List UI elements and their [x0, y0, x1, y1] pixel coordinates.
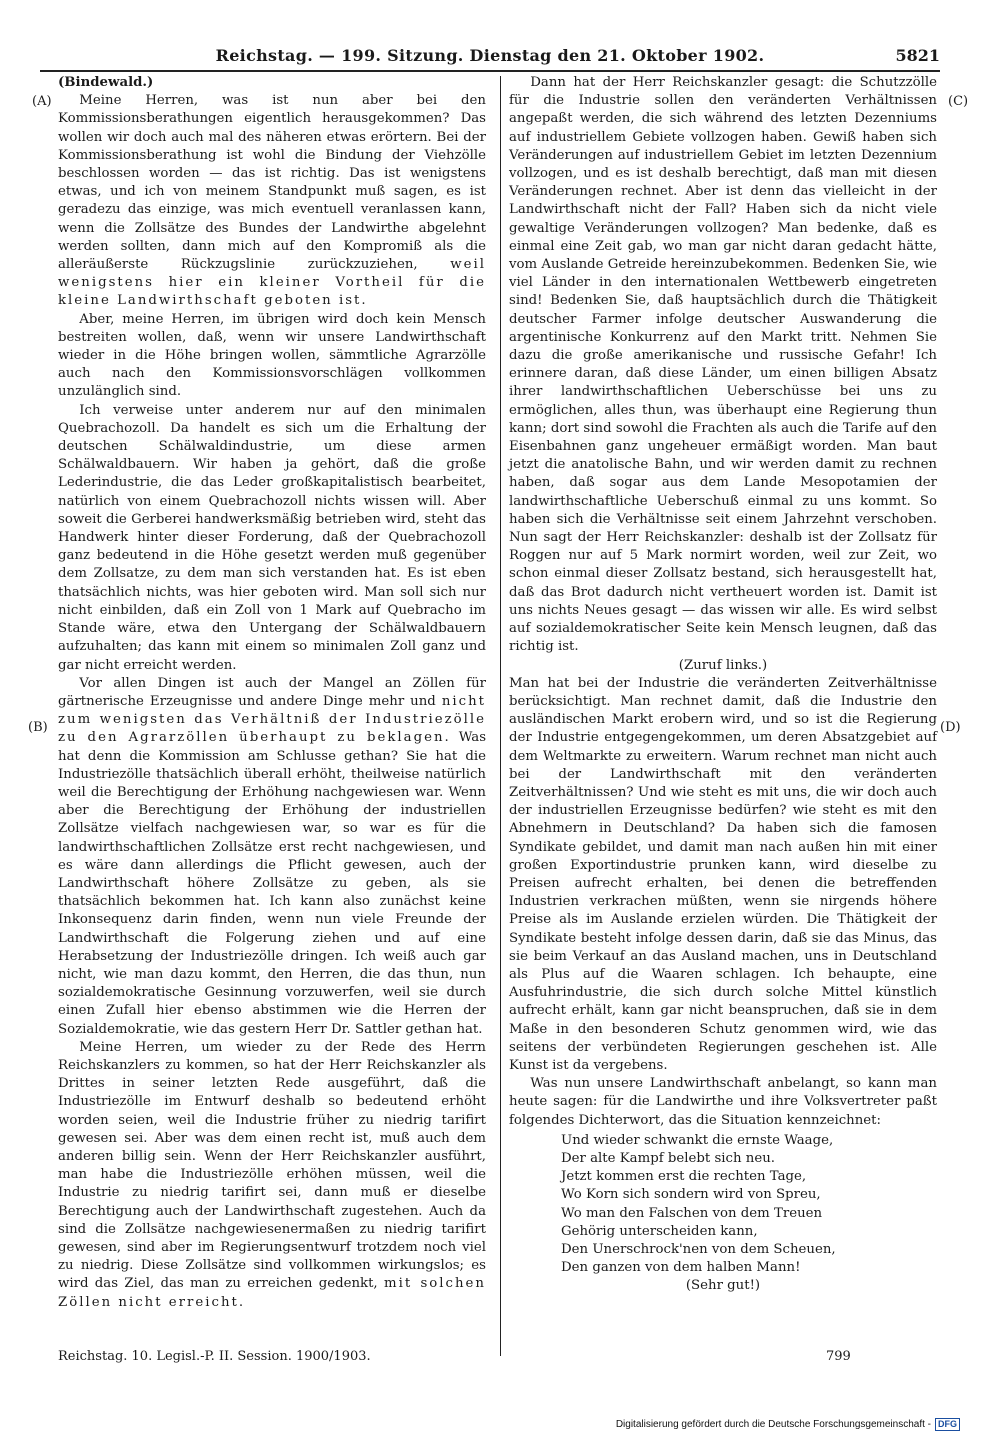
paragraph-text: Meine Herren, was ist nun aber bei den Kommissionsberathungen eigentlich herausgekommen? Das wollen wir doch auch mal des näheren etwas erörtern. Bei der Kommissionsberathung ist wohl die Bindung der Viehzölle beschlossen worden — das ist richtig. Das ist wenigstens etwas, und ich von meinem Standpunkt muß sagen, es ist geradezu das einzige, was mich eventuell veranlassen kann, wenn die Zollsätze des Bundes der Landwirthe abgelehnt werden sollten, dann mich auf den Kompromiß als die alleräußerste Rückzugslinie zurückzuziehen,: [58, 93, 486, 273]
margin-marker-d: (D): [940, 720, 961, 735]
interjection: (Sehr gut!): [685, 1278, 761, 1294]
paragraph: Man hat bei der Industrie die veränderten Zeitverhältnisse berücksichtigt. Man rechnet damit, daß die Industrie den ausländischen Markt erobern wird, und so ist die Regierung der Industrie entgegengekommen, um deren Absatzgebiet auf dem Weltmarkte zu erweitern. Warum rechnet man nicht auch bei der Landwirthschaft mit den veränderten Zeitverhältnissen? Und wie steht es mit uns, die wir doch auch der industriellen Erzeugnisse bedürfen? wie steht es mit den Abnehmern in Deutschland? Da haben sich die famosen Syndikate gebildet, und damit man nach außen hin mit einer großen Exportindustrie prunken kann, wird dieselbe zu Preisen aufrecht erhalten, bei denen die betreffenden Industrien verkrachen müßten, wenn sie nirgends höhere Preise als im Auslande erzielen würden. Die Thätigkeit der Syndikate besteht infolge dessen darin, daß sie das Minus, das sie beim Verkauf an das Ausland machen, uns in Deutschland als Plus auf die Waaren schlagen. Ich behaupte, eine Ausfuhrindustrie, die sich durch solche Mittel künstlich aufrecht erhält, kann gar nicht beanspruchen, daß sie in dem Maße in den besonderen Schutz genommen wird, wie das seitens der verbündeten Regierungen geschehen ist. Alle Kunst ist da vergebens.: [509, 675, 937, 1073]
footer-publication-info: Reichstag. 10. Legisl.-P. II. Session. 1900/1903.: [58, 1349, 371, 1364]
poem-line: Jetzt kommen erst die rechten Tage,: [561, 1169, 807, 1185]
footer-sheet-number: 799: [826, 1349, 851, 1364]
running-title: Reichstag. — 199. Sitzung. Dienstag den 21. Oktober 1902.: [215, 46, 765, 65]
paragraph: [58, 1039, 486, 1312]
interjection: (Zuruf links.): [678, 657, 768, 673]
margin-marker-a: (A): [32, 94, 52, 109]
credit-text: Digitalisierung gefördert durch die Deutsche Forschungsgemeinschaft -: [615, 1419, 931, 1430]
right-column: [509, 74, 937, 1296]
page-header: [40, 44, 940, 72]
emphasized-text: weil wenigstens hier ein kleiner Vortheil für die kleine Landwirthschaft geboten ist.: [58, 257, 486, 309]
margin-marker-b: (B): [28, 720, 48, 735]
paragraph-text: Vor allen Dingen ist auch der Mangel an Zöllen für gärtnerische Erzeugnisse und andere Dinge mehr und: [58, 675, 486, 709]
emphasized-text: mit solchen Zöllen nicht erreicht.: [58, 1276, 486, 1310]
poem: [561, 1132, 937, 1278]
poem-line: Wo man den Falschen von dem Treuen: [561, 1205, 823, 1221]
paragraph: [58, 675, 486, 1039]
poem-line: Den ganzen von dem halben Mann!: [561, 1260, 801, 1276]
left-column: [58, 74, 486, 1312]
paragraph: Was nun unsere Landwirthschaft anbelangt, so kann man heute sagen: für die Landwirthe und ihre Volksvertreter paßt folgendes Dichterwort, das die Situation kennzeichnet:: [509, 1076, 937, 1128]
paragraph: Ich verweise unter anderem nur auf den minimalen Quebrachozoll. Da handelt es sich um die Erhaltung der deutschen Schälwaldindustrie, um diese armen Schälwaldbauern. Wir haben ja gehört, daß die große Lederindustrie, die das Leder großkapitalistisch bearbeitet, natürlich von einem Quebrachozoll nichts wissen will. Aber soweit die Gerberei handwerksmäßig betrieben wird, steht das Handwerk hinter dieser Forderung, daß der Quebrachozoll ganz bedeutend in die Höhe gesetzt werden muß gegenüber dem Zollsatze, zu dem man sich verstanden hat. Es ist eben thatsächlich nichts, was hier geboten wird. Man soll sich nur nicht einbilden, daß ein Zoll von 1 Mark auf Quebracho im Stande wäre, etwa den Untergang der Schälwaldbauern aufzuhalten; das kann mit einem so minimalen Zoll ganz und gar nicht erreicht werden.: [58, 402, 486, 673]
paragraph-text: Meine Herren, um wieder zu der Rede des Herrn Reichskanzlers zu kommen, so hat der Herr Reichskanzler als Drittes in seiner letzten Rede ausgeführt, daß die Industriezölle im Entwurf deshalb so bedeutend erhöht worden seien, weil die Industrie früher zu niedrig tarifirt gewesen sei. Aber was dem einen recht ist, muß auch dem anderen billig sein. Wenn der Herr Reichskanzler ausführt, man habe die Industriezölle erhöhen müssen, weil die Industrie zu niedrig tarifirt sei, dann muß er dieselbe Berechtigung auch der Landwirthschaft zugestehen. Auch da sind die Zollsätze nachgewiesenermaßen zu niedrig tarifirt gewesen, sind aber im Regierungsentwurf trotzdem noch viel zu niedrig. Diese Zollsätze sind vollkommen wirkungslos; es wird das Ziel, das man zu erreichen gedenkt,: [58, 1039, 486, 1292]
emphasized-text: nicht zum wenigsten das Verhältniß der Industriezölle zu den Agrarzöllen überhaupt zu beklagen.: [58, 693, 486, 746]
page-number: 5821: [895, 46, 940, 65]
column-divider: [500, 76, 501, 1356]
margin-marker-c: (C): [948, 94, 969, 109]
dfg-logo: DFG: [935, 1418, 960, 1431]
speaker-name: (Bindewald.): [58, 75, 154, 90]
poem-line: Den Unerschrock'nen von dem Scheuen,: [561, 1242, 836, 1257]
poem-line: Wo Korn sich sondern wird von Spreu,: [561, 1187, 821, 1203]
poem-line: Gehörig unterscheiden kann,: [561, 1223, 758, 1239]
poem-line: Und wieder schwankt die ernste Waage,: [561, 1132, 834, 1148]
paragraph: Dann hat der Herr Reichskanzler gesagt: die Schutzzölle für die Industrie sollen den veränderten Verhältnissen angepaßt werden, die sich während des letzten Dezenniums auf industriellem Gebiete vollzogen haben. Gewiß haben sich Veränderungen auf industriellem Gebiet im letzten Dezennium vollzogen, und es ist deshalb berechtigt, daß man mit diesen Veränderungen rechnet. Aber ist denn das vielleicht in der Landwirthschaft nicht der Fall? Haben sich da nicht viele gewaltige Veränderungen vollzogen? Man bedenke, daß es einmal eine Zeit gab, wo man gar nicht daran gedacht hätte, vom Auslande Getreide hereinzubekommen. Bedenken Sie, wie viel Länder in den internationalen Wettbewerb eingetreten sind! Bedenken Sie, daß hauptsächlich durch die Thätigkeit deutscher Farmer infolge deutscher Auswanderung die argentinische Konkurrenz auf den Markt tritt. Nehmen Sie dazu die große amerikanische und russische Gefahr! Ich erinnere daran, daß diese Länder, um einen billigen Absatz ihrer landwirthschaftlichen Ueberschüsse bei uns zu ermöglichen, alles thun, was überhaupt eine Regierung thun kann; dort sind sowohl die Frachten als auch die Tarife auf den Eisenbahnen ganz ungeheuer ermäßigt worden. Man baut jetzt die anatolische Bahn, und wir werden damit zu rechnen haben, daß sogar aus dem Lande Mesopotamien der landwirthschaftliche Ueberschuß einmal zu uns kommt. So haben sich die Verhältnisse seit einem Jahrzehnt verschoben. Nun sagt der Herr Reichskanzler: deshalb ist der Zollsatz für Roggen nur auf 5 Mark normirt worden, weil zur Zeit, wo schon einmal dieser Zollsatz bestand, sich herausgestellt hat, daß das Brot dadurch nicht vertheuert worden ist. Damit ist uns nichts Neues gesagt — das wissen wir alle. Es wird selbst auf sozialdemokratischer Seite kein Mensch leugnen, daß das richtig ist.: [509, 75, 937, 655]
paragraph-text: Was hat denn die Kommission am Schlusse gethan? Sie hat die Industriezölle thatsächlich überall erhöht, theilweise natürlich weil die Berechtigung der Erhöhung nachgewiesen war. Wenn aber die Berechtigung der Erhöhung der industriellen Zollsätze vielfach nachgewiesen war, so war es für die landwirthschaftlichen Zollsätze erst recht nachgewiesen, und es wäre dann allerdings die Pflicht gewesen, auch der Landwirthschaft höhere Zollsätze zu geben, als sie thatsächlich bekommen hat. Ich kann also zunächst keine Inkonsequenz darin finden, wenn nun viele Freunde der Landwirthschaft die Folgerung ziehen und auf eine Herabsetzung der Industriezölle dringen. Ich weiß auch gar nicht, wie man dazu kommt, den Herren, die das thun, nun sozialdemokratische Gesinnung vorzuwerfen, weil sie durch einen Zufall hier ebenso abstimmen wie die Herren der Sozialdemokratie, wie das gestern Herr Dr. Sattler gethan hat.: [58, 730, 487, 1037]
paragraph: Aber, meine Herren, im übrigen wird doch kein Mensch bestreiten wollen, daß, wenn wir unsere Landwirthschaft wieder in die Höhe bringen wollen, sämmtliche Agrarzölle auch nach den Kommissionsvorschlägen vollkommen unzulänglich sind.: [58, 311, 486, 400]
paragraph: [58, 92, 486, 310]
digitization-credit: [616, 1418, 960, 1431]
poem-line: Der alte Kampf belebt sich neu.: [561, 1150, 775, 1166]
